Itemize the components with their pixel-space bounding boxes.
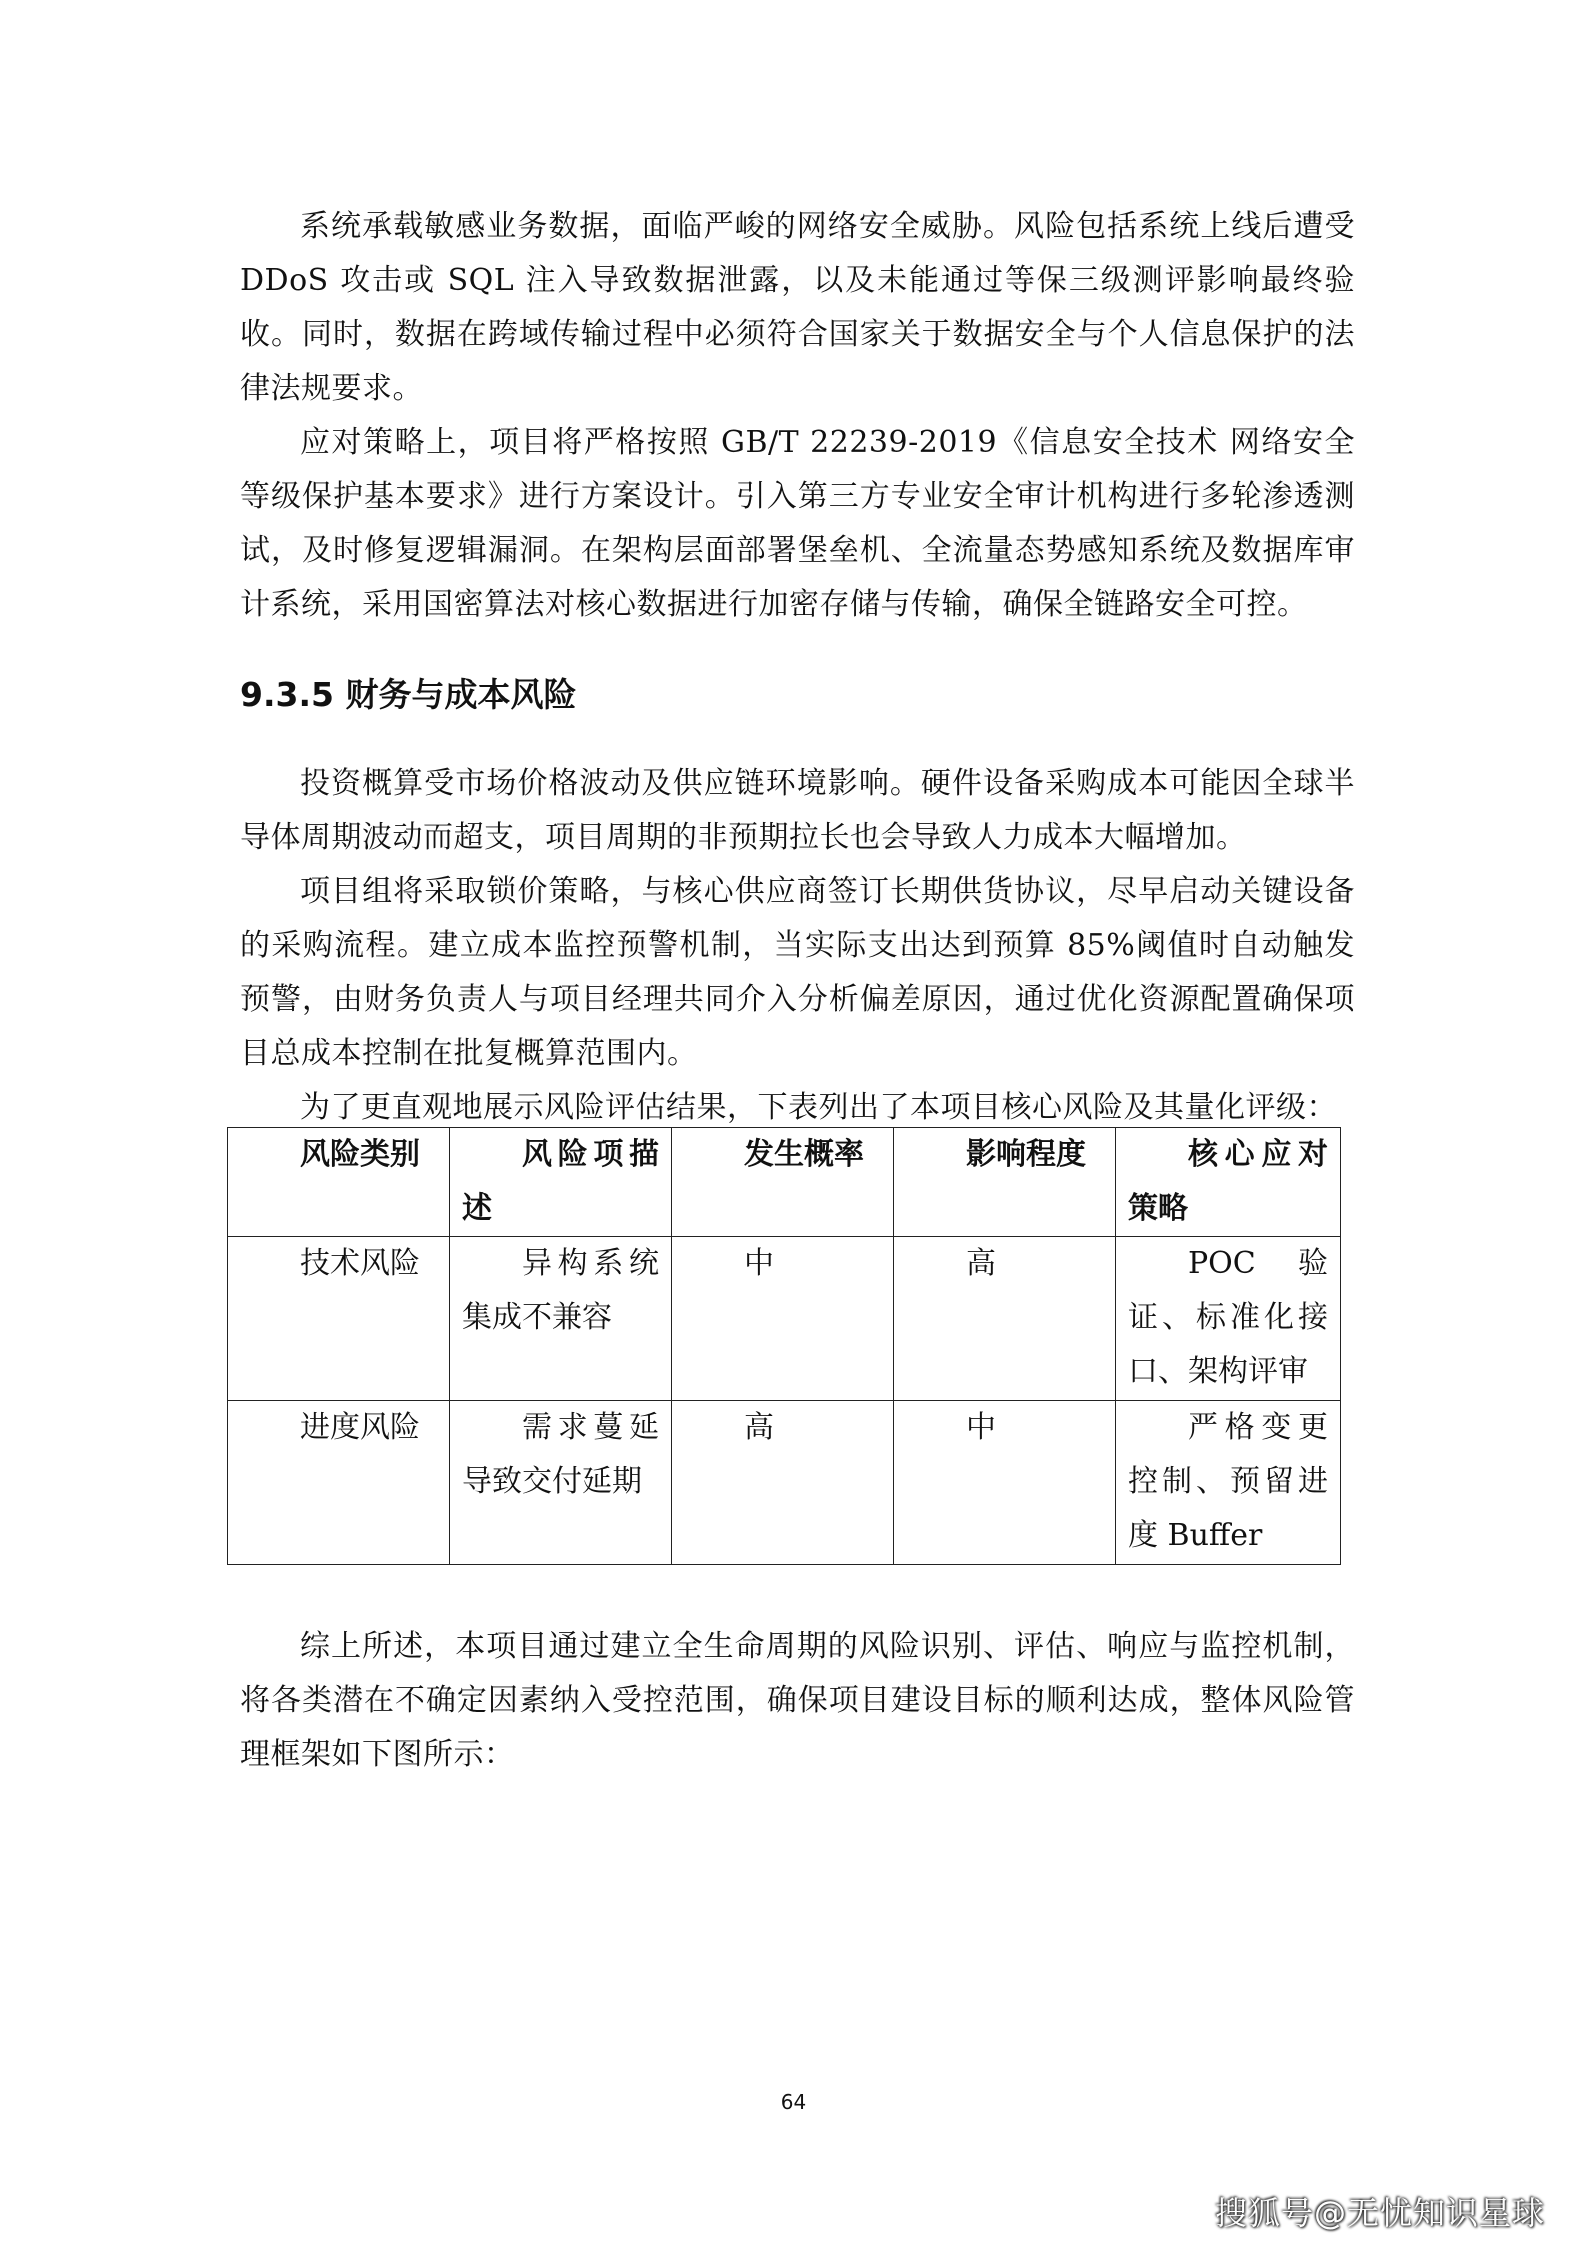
paragraph-security-strategy: 应对策略上，项目将严格按照 GB/T 22239-2019《信息安全技术 网络安全等级保护基本要求》进行方案设计。引入第三方专业安全审计机构进行多轮渗透测试，及时修复逻辑漏洞。在架构层面部署堡垒机、全流量态势感知系统及数据库审计系统，采用国密算法对核心数据进行加密存储与传输，确保全链路安全可控。	[240, 425, 1355, 622]
table-cell: 技术风险	[228, 1237, 450, 1401]
table-cell: 进度风险	[228, 1401, 450, 1565]
table-header-cell: 影响程度	[894, 1128, 1116, 1237]
table-row	[228, 1401, 1341, 1565]
table-header-cell: 风险项描述	[450, 1128, 672, 1237]
table-header-cell: 发生概率	[672, 1128, 894, 1237]
paragraph-security-risk: 系统承载敏感业务数据，面临严峻的网络安全威胁。风险包括系统上线后遭受 DDoS 攻击或 SQL 注入导致数据泄露，以及未能通过等保三级测评影响最终验收。同时，数据在跨域传输过程中必须符合国家关于数据安全与个人信息保护的法律法规要求。	[240, 209, 1355, 406]
table-cell: POC 验证、标准化接口、架构评审	[1116, 1237, 1341, 1401]
paragraph-cost-risk: 投资概算受市场价格波动及供应链环境影响。硬件设备采购成本可能因全球半导体周期波动而超支，项目周期的非预期拉长也会导致人力成本大幅增加。	[240, 766, 1355, 855]
table-header-cell: 风险类别	[228, 1128, 450, 1237]
table-header-row	[228, 1128, 1341, 1237]
table-cell: 中	[672, 1237, 894, 1401]
table-cell: 高	[672, 1401, 894, 1565]
table-row	[228, 1237, 1341, 1401]
table-cell: 严格变更控制、预留进度 Buffer	[1116, 1401, 1341, 1565]
paragraph-cost-strategy: 项目组将采取锁价策略，与核心供应商签订长期供货协议，尽早启动关键设备的采购流程。建立成本监控预警机制，当实际支出达到预算 85%阈值时自动触发预警，由财务负责人与项目经理共同介入分析偏差原因，通过优化资源配置确保项目总成本控制在批复概算范围内。	[240, 874, 1355, 1071]
risk-table	[227, 1127, 1341, 1565]
table-header-cell: 核心应对策略	[1116, 1128, 1341, 1237]
watermark-text: 搜狐号@无忧知识星球	[1214, 2194, 1545, 2232]
paragraph-table-intro: 为了更直观地展示风险评估结果，下表列出了本项目核心风险及其量化评级：	[300, 1090, 1337, 1125]
page-number: 64	[780, 2090, 807, 2114]
section-heading: 9.3.5 财务与成本风险	[240, 675, 577, 714]
paragraph-summary: 综上所述，本项目通过建立全生命周期的风险识别、评估、响应与监控机制，将各类潜在不确定因素纳入受控范围，确保项目建设目标的顺利达成，整体风险管理框架如下图所示：	[240, 1629, 1355, 1772]
table-cell: 需求蔓延导致交付延期	[450, 1401, 672, 1565]
table-cell: 异构系统集成不兼容	[450, 1237, 672, 1401]
table-cell: 中	[894, 1401, 1116, 1565]
table-cell: 高	[894, 1237, 1116, 1401]
